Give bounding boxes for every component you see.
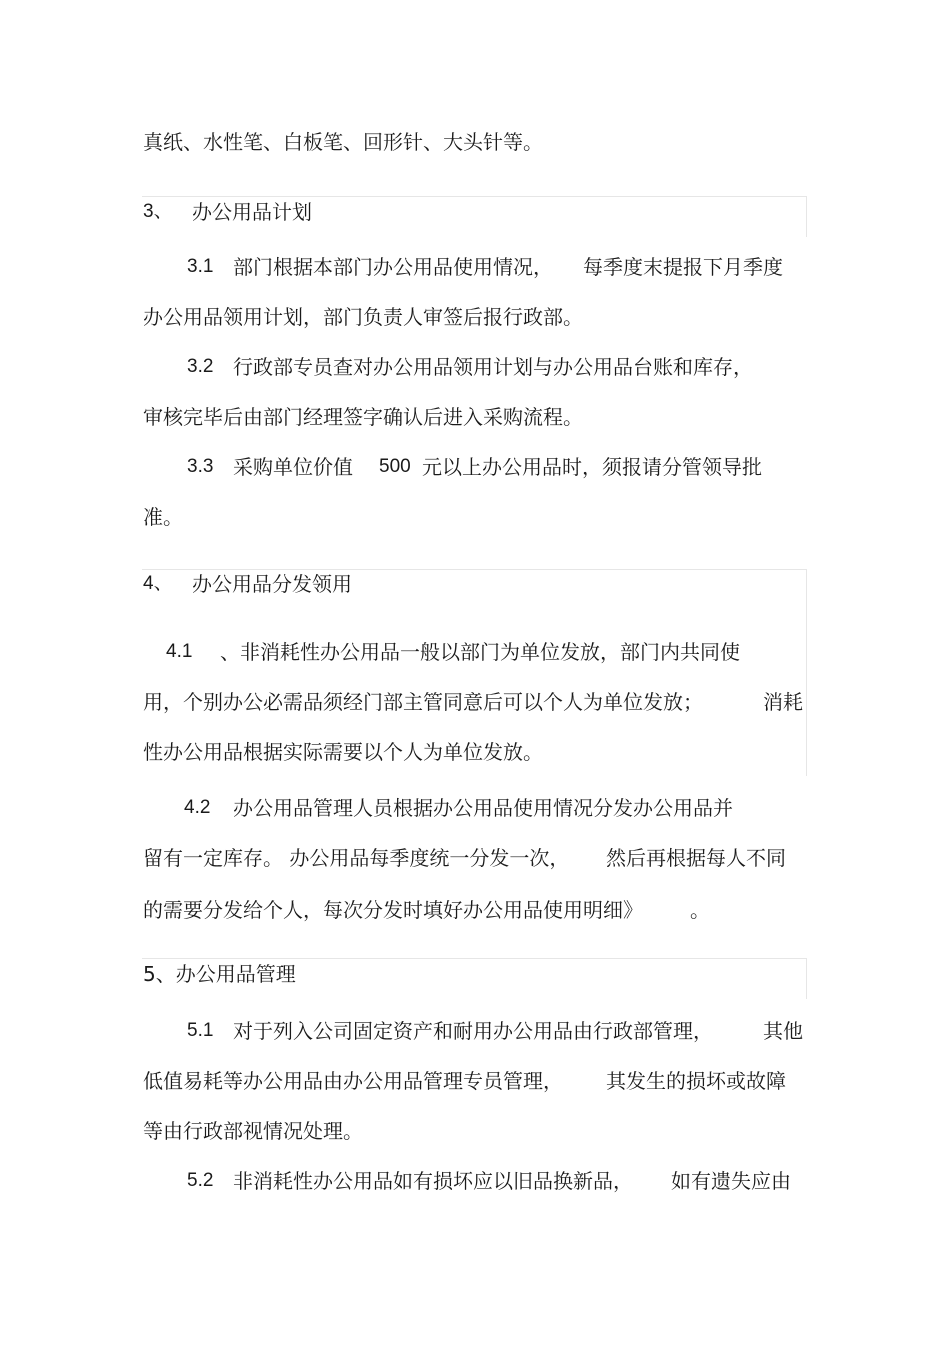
text-line: 、非消耗性办公用品一般以部门为单位发放，部门内共同使: [220, 640, 740, 664]
text-line: 。: [690, 898, 710, 922]
section-heading: 5、办公用品管理: [143, 962, 296, 986]
clause-number: 3.3: [187, 456, 214, 477]
clause-number: 5.1: [187, 1020, 214, 1041]
text-line: 用，个别办公必需品须经门部主管同意后可以个人为单位发放；: [143, 690, 703, 714]
clause-number: 5.2: [187, 1170, 214, 1191]
clause-number: 3.2: [187, 356, 214, 377]
text-line: 然后再根据每人不同: [606, 846, 786, 870]
text-line: 采购单位价值: [233, 455, 353, 479]
text-line: 低值易耗等办公用品由办公用品管理专员管理，: [143, 1069, 563, 1093]
text-line: 真纸、水性笔、白板笔、回形针、大头针等。: [143, 130, 543, 154]
text-line: 行政部专员查对办公用品领用计划与办公用品台账和库存，: [233, 355, 753, 379]
text-line: 元以上办公用品时，须报请分管领导批: [422, 455, 762, 479]
clause-number: 4.2: [184, 797, 211, 818]
section-heading: 办公用品计划: [192, 200, 312, 224]
text-line: 其他: [763, 1019, 803, 1043]
text-line: 审核完毕后由部门经理签字确认后进入采购流程。: [143, 405, 583, 429]
text-line: 办公用品领用计划，部门负责人审签后报行政部。: [143, 305, 583, 329]
text-line: 性办公用品根据实际需要以个人为单位发放。: [143, 740, 543, 764]
text-line: 留有一定库存。 办公用品每季度统一分发一次，: [143, 846, 570, 870]
value-number: 500: [379, 456, 411, 477]
text-line: 对于列入公司固定资产和耐用办公用品由行政部管理，: [233, 1019, 713, 1043]
section-heading: 办公用品分发领用: [192, 572, 352, 596]
section-number: 3、: [143, 201, 173, 222]
text-line: 其发生的损坏或故障: [606, 1069, 786, 1093]
clause-number: 3.1: [187, 256, 214, 277]
text-line: 等由行政部视情况处理。: [143, 1119, 363, 1143]
section-number: 4、: [143, 573, 173, 594]
text-line: 准。: [143, 505, 183, 529]
text-line: 办公用品管理人员根据办公用品使用情况分发办公用品并: [233, 796, 733, 820]
text-line: 消耗: [763, 690, 803, 714]
text-line: 每季度末提报下月季度: [583, 255, 783, 279]
text-line: 部门根据本部门办公用品使用情况，: [233, 255, 553, 279]
text-line: 非消耗性办公用品如有损坏应以旧品换新品，: [233, 1169, 633, 1193]
text-line: 如有遗失应由: [671, 1169, 791, 1193]
clause-number: 4.1: [166, 641, 193, 662]
text-line: 的需要分发给个人，每次分发时填好办公用品使用明细》: [143, 898, 643, 922]
